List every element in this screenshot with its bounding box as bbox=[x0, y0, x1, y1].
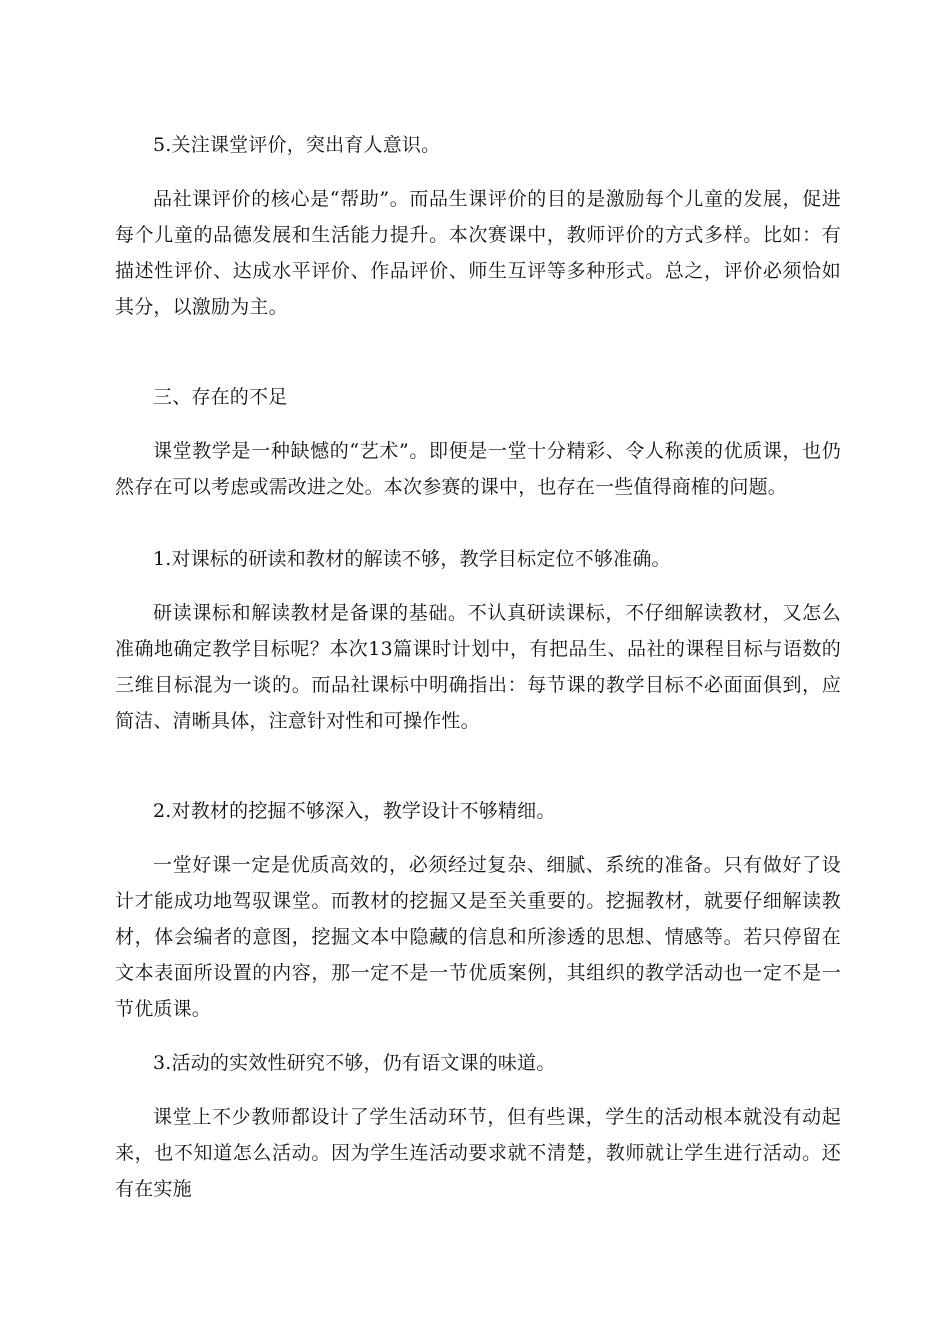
paragraph-activity-effectiveness: 课堂上不少教师都设计了学生活动环节，但有些课，学生的活动根本就没有动起来，也不知道怎么活动。因为学生连活动要求就不清楚，教师就让学生进行活动。还有在实施 bbox=[115, 1106, 841, 1200]
section-heading-shortcomings: 三、存在的不足 bbox=[153, 386, 288, 408]
paragraph-curriculum-study: 研读课标和解读教材是备课的基础。不认真研读课标，不仔细解读教材，又怎么准确地确定教学目标呢？本次13篇课时计划中，有把品生、品社的课程目标与语数的三维目标混为一谈的。而品社课标中明确指出：每节课的教学目标不必面面俱到，应简洁、清晰具体，注意针对性和可操作性。 bbox=[115, 602, 841, 732]
paragraph-textbook-mining: 一堂好课一定是优质高效的，必须经过复杂、细腻、系统的准备。只有做好了设计才能成功地驾驭课堂。而教材的挖掘又是至关重要的。挖掘教材，就要仔细解读教材，体会编者的意图，挖掘文本中隐藏的信息和所渗透的思想、情感等。若只停留在文本表面所设置的内容，那一定不是一节优质案例，其组织的教学活动也一定不是一节优质课。 bbox=[115, 854, 841, 1020]
heading-point-1: 1.对课标的研读和教材的解读不够，教学目标定位不够准确。 bbox=[153, 548, 671, 570]
heading-point-3: 3.活动的实效性研究不够，仍有语文课的味道。 bbox=[153, 1052, 556, 1074]
paragraph-evaluation: 品社课评价的核心是“帮助”。而品生课评价的目的是激励每个儿童的发展，促进每个儿童的品德发展和生活能力提升。本次赛课中，教师评价的方式多样。比如：有描述性评价、达成水平评价、作品评价、师生互评等多种形式。总之，评价必须恰如其分，以激励为主。 bbox=[115, 188, 841, 318]
paragraph-classroom-art: 课堂教学是一种缺憾的“艺术”。即便是一堂十分精彩、令人称羡的优质课，也仍然存在可以考虑或需改进之处。本次参赛的课中，也存在一些值得商榷的问题。 bbox=[115, 440, 841, 498]
heading-point-5: 5.关注课堂评价，突出育人意识。 bbox=[153, 134, 441, 156]
heading-point-2: 2.对教材的挖掘不够深入，教学设计不够精细。 bbox=[153, 800, 556, 822]
